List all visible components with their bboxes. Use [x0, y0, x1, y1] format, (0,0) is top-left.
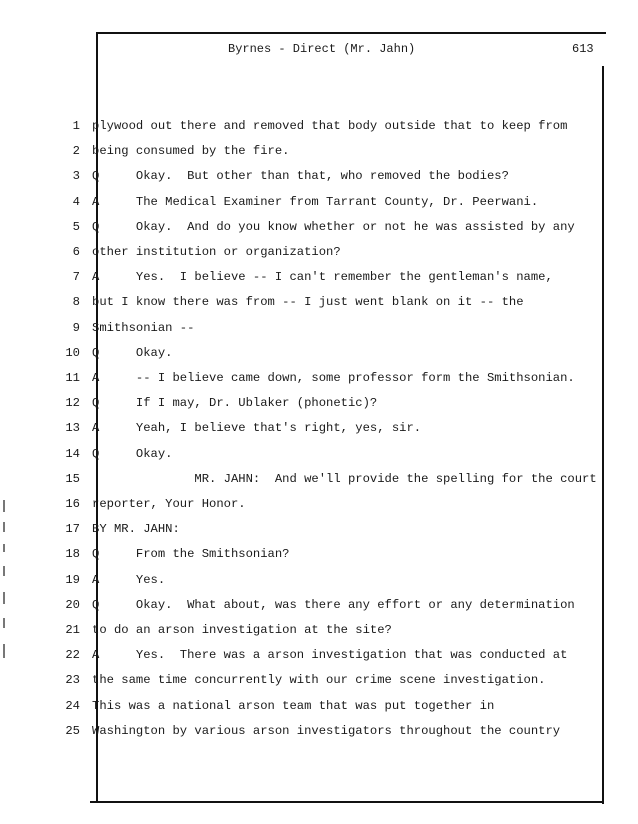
line-number: 23 — [65, 673, 80, 688]
line-number: 12 — [65, 396, 80, 411]
line-number: 3 — [72, 169, 80, 184]
line-text: but I know there was from -- I just went blank on it -- the — [92, 295, 524, 310]
line-text: A Yeah, I believe that's right, yes, sir. — [92, 421, 422, 436]
line-text: being consumed by the fire. — [92, 144, 290, 159]
line-text: Q If I may, Dr. Ublaker (phonetic)? — [92, 396, 378, 411]
line-number: 6 — [72, 245, 80, 259]
line-text: other institution or organization? — [92, 245, 341, 259]
line-number: 8 — [72, 295, 80, 310]
line-text: Washington by various arson investigators throughout the country — [92, 723, 561, 738]
line-number: 22 — [65, 648, 80, 663]
transcript-line — [0, 318, 638, 338]
line-text: MR. JAHN: And we'll provide the spelling for the court — [92, 471, 597, 486]
transcript-line — [0, 292, 638, 312]
top-border — [96, 32, 606, 34]
line-number: 21 — [65, 623, 80, 637]
transcript-line — [0, 721, 638, 741]
transcript-line — [0, 343, 638, 363]
transcript-line — [0, 670, 638, 690]
line-number: 13 — [65, 421, 80, 436]
bottom-border — [90, 801, 604, 803]
margin-marks — [3, 500, 7, 670]
transcript-line — [0, 192, 638, 212]
line-text: A The Medical Examiner from Tarrant County, Dr. Peerwani. — [92, 194, 539, 209]
transcript-line — [0, 645, 638, 665]
header-title: Byrnes - Direct (Mr. Jahn) — [228, 42, 416, 56]
line-number: 4 — [72, 194, 80, 209]
line-text: BY MR. JAHN: — [92, 522, 180, 537]
line-number: 14 — [65, 446, 80, 461]
line-number: 1 — [72, 119, 80, 133]
line-text: reporter, Your Honor. — [92, 497, 246, 511]
line-number: 20 — [65, 597, 80, 612]
transcript-line — [0, 141, 638, 161]
line-text: A Yes. There was a arson investigation that was conducted at — [92, 648, 568, 663]
line-number: 9 — [72, 320, 80, 335]
transcript-line — [0, 570, 638, 590]
transcript-line — [0, 418, 638, 438]
line-text: Smithsonian -- — [92, 320, 195, 335]
transcript-line — [0, 267, 638, 287]
line-number: 2 — [72, 144, 80, 159]
line-text: Q Okay. And do you know whether or not he was assisted by any — [92, 219, 575, 234]
transcript-line — [0, 519, 638, 539]
line-number: 16 — [65, 497, 80, 511]
line-text: Q Okay. But other than that, who removed the bodies? — [92, 169, 509, 184]
line-number: 5 — [72, 219, 80, 234]
line-text: the same time concurrently with our crime scene investigation. — [92, 673, 546, 688]
transcript-line — [0, 242, 638, 262]
line-text: A -- I believe came down, some professor form the Smithsonian. — [92, 371, 575, 385]
line-number: 25 — [65, 723, 80, 738]
line-text: Q Okay. — [92, 446, 173, 461]
transcript-line — [0, 444, 638, 464]
transcript-line — [0, 696, 638, 716]
line-number: 7 — [72, 270, 80, 285]
line-text: to do an arson investigation at the site? — [92, 623, 392, 637]
transcript-line — [0, 494, 638, 514]
transcript-line — [0, 544, 638, 564]
transcript-line — [0, 217, 638, 237]
line-number: 18 — [65, 547, 80, 562]
transcript-line — [0, 595, 638, 615]
line-text: Q From the Smithsonian? — [92, 547, 290, 562]
line-number: 15 — [65, 471, 80, 486]
line-text: Q Okay. What about, was there any effort or any determination — [92, 597, 575, 612]
line-text: plywood out there and removed that body outside that to keep from — [92, 119, 568, 133]
transcript-line — [0, 469, 638, 489]
line-text: A Yes. I believe -- I can't remember the gentleman's name, — [92, 270, 553, 285]
transcript-line — [0, 393, 638, 413]
line-number: 24 — [65, 698, 80, 713]
page-header — [0, 42, 638, 60]
line-number: 17 — [65, 522, 80, 537]
transcript-line — [0, 620, 638, 640]
page-number: 613 — [572, 42, 594, 56]
line-text: This was a national arson team that was put together in — [92, 698, 495, 713]
transcript-line — [0, 368, 638, 388]
transcript-line — [0, 116, 638, 136]
transcript-line — [0, 166, 638, 186]
line-text: Q Okay. — [92, 345, 173, 360]
line-number: 19 — [65, 572, 80, 587]
line-number: 10 — [65, 345, 80, 360]
line-number: 11 — [65, 371, 80, 385]
line-text: A Yes. — [92, 572, 166, 587]
